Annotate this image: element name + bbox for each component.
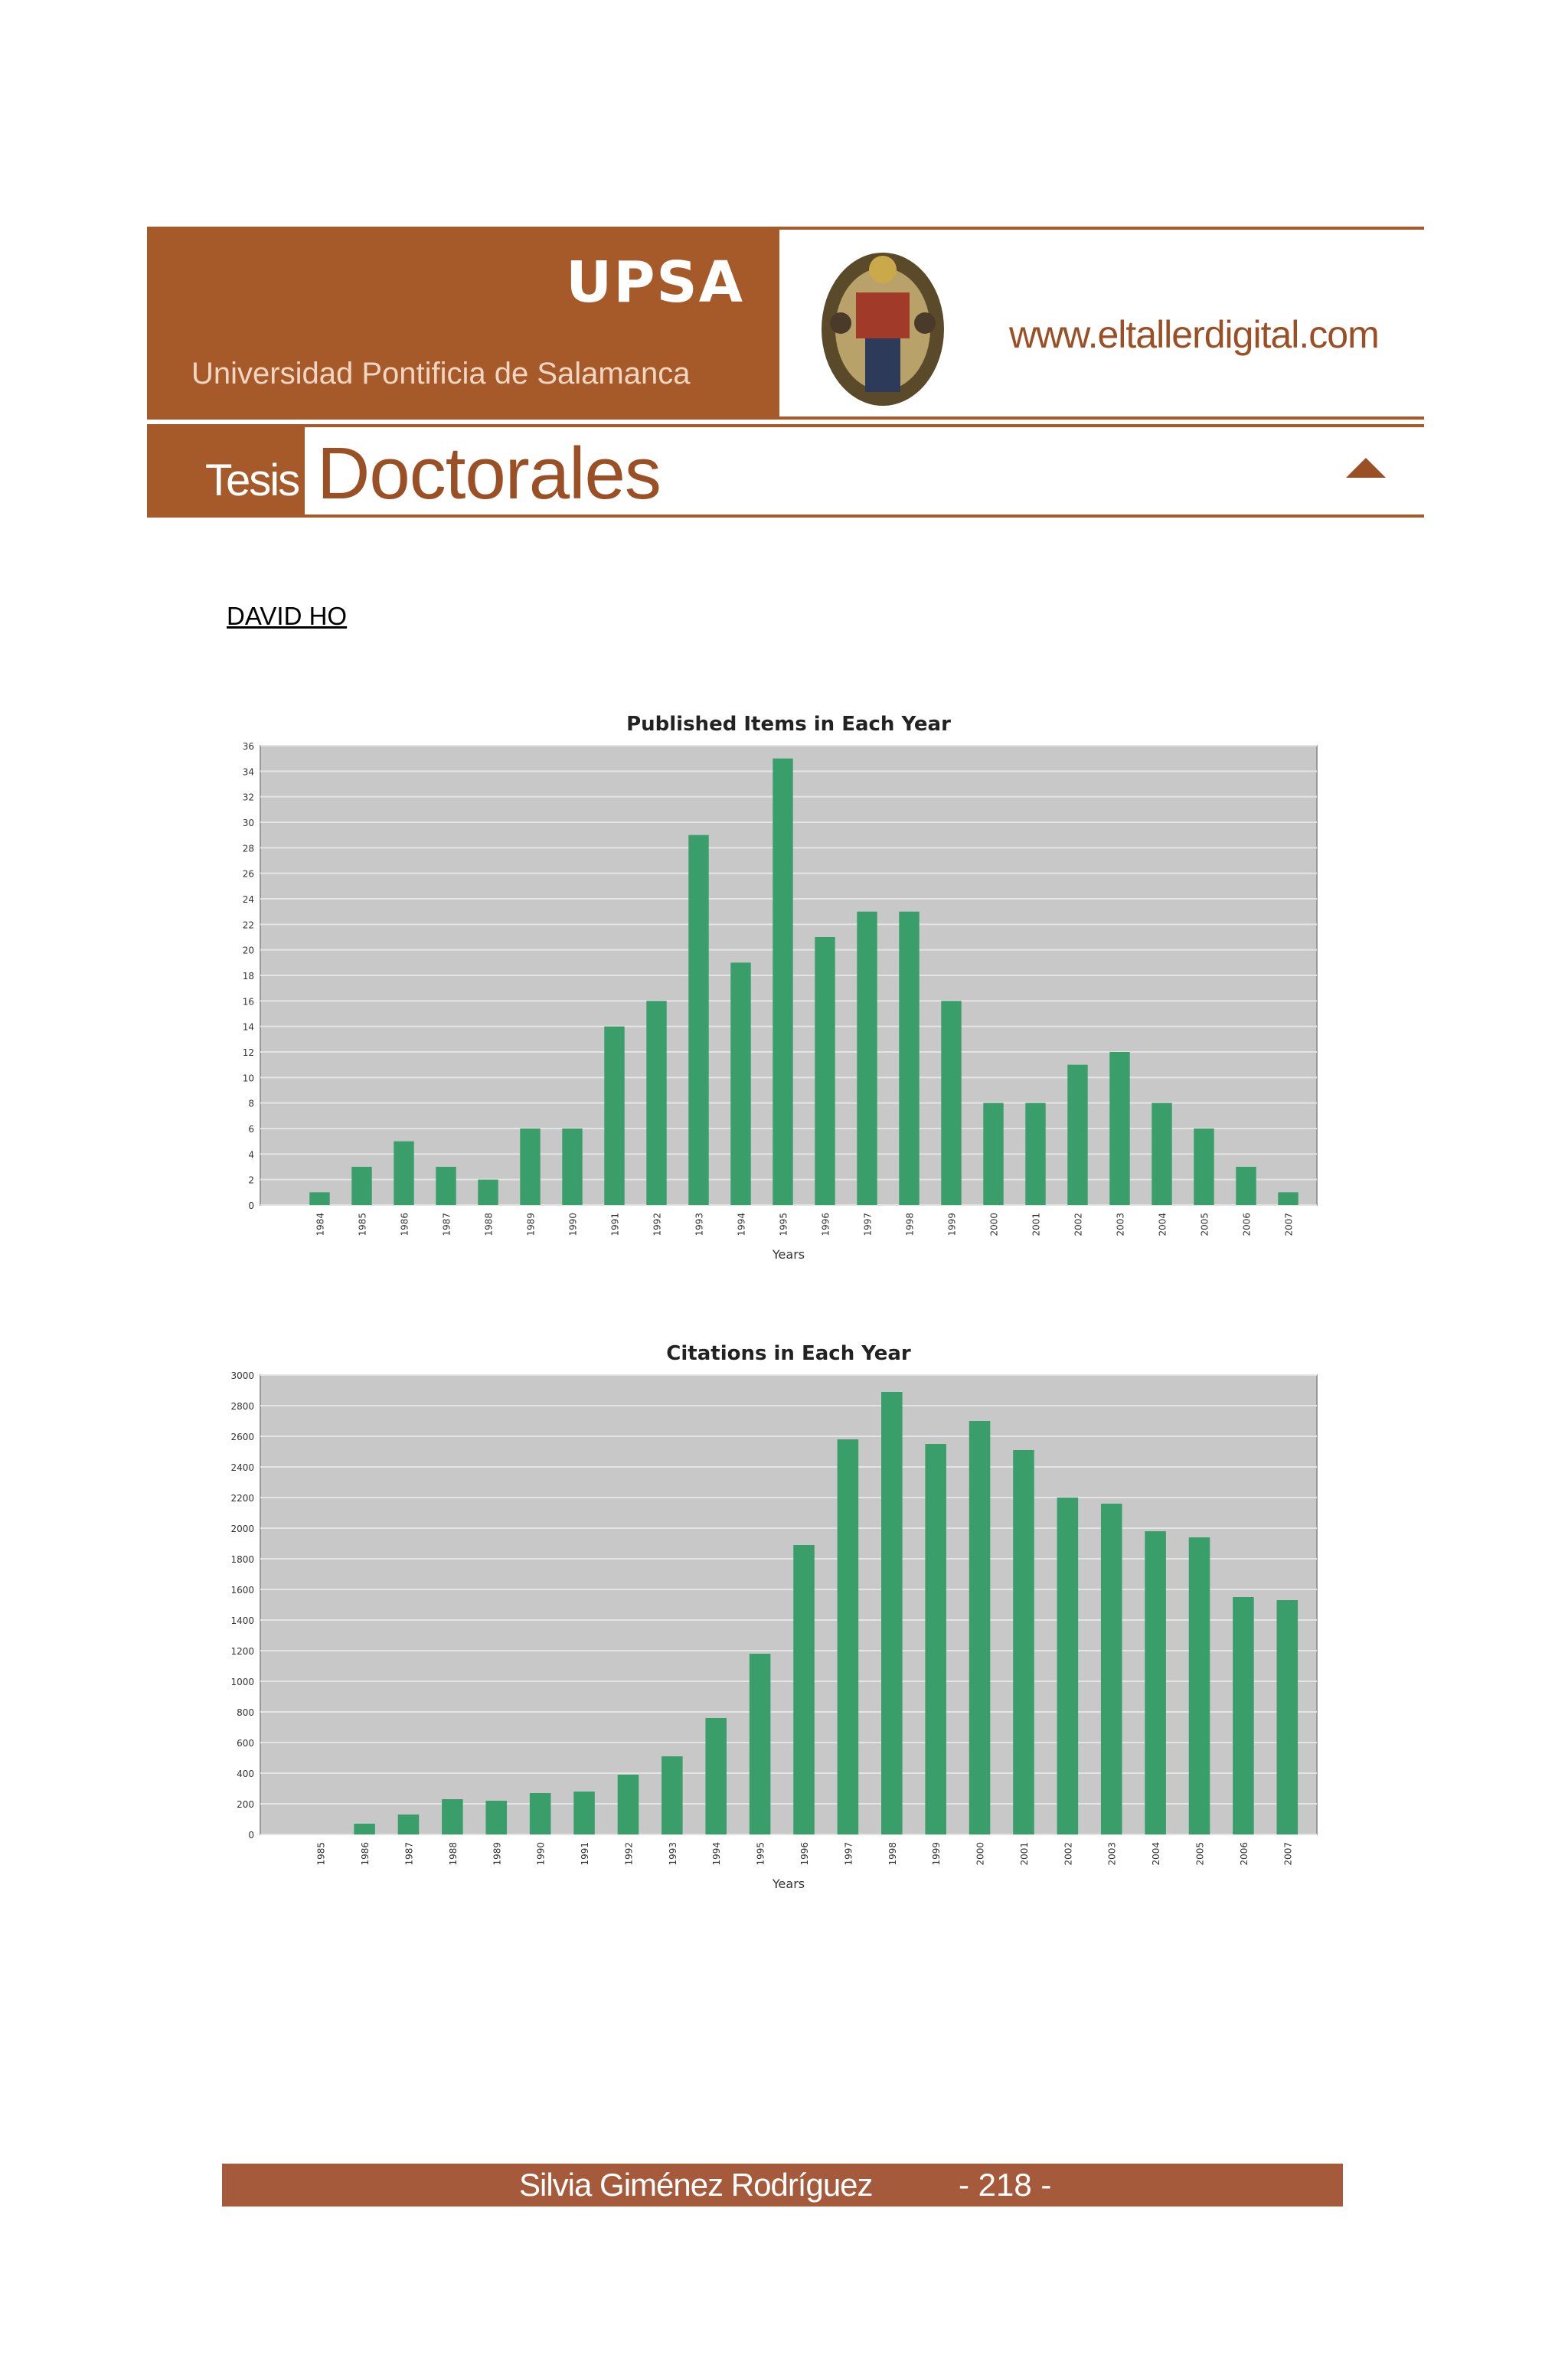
y-tick-label: 3000 [230,1370,254,1381]
x-tick-label: 2001 [1031,1213,1042,1236]
x-tick-label: 1996 [799,1842,810,1866]
x-tick-label: 1991 [580,1842,591,1866]
x-tick-label: 2007 [1282,1842,1294,1866]
y-tick-label: 30 [242,818,254,828]
y-tick-label: 16 [242,996,254,1008]
bar-1997 [838,1439,859,1834]
x-tick-label: 1990 [567,1213,579,1236]
bar-2005 [1194,1129,1214,1205]
bar-1986 [394,1142,413,1205]
x-axis-label: Years [772,1877,805,1891]
bar-1999 [925,1444,946,1834]
x-tick-label: 1995 [778,1213,789,1236]
x-tick-label: 2005 [1194,1842,1206,1866]
x-tick-label: 1997 [843,1842,854,1866]
brand-name: UPSA [566,250,744,315]
y-tick-label: 36 [242,741,254,752]
bar-2003 [1101,1504,1122,1834]
y-tick-label: 12 [242,1047,254,1058]
chart-title: Citations in Each Year [666,1342,911,1365]
tesis-box [147,427,305,514]
y-tick-label: 22 [242,920,254,931]
bar-1986 [354,1824,375,1834]
bar-1998 [899,912,919,1205]
y-tick-label: 2 [248,1174,254,1186]
bar-2000 [983,1103,1003,1205]
x-tick-label: 2006 [1241,1213,1253,1236]
bar-1991 [604,1027,624,1205]
y-tick-label: 600 [237,1738,254,1749]
university-crest-icon [810,239,956,415]
bar-2004 [1145,1531,1166,1834]
page-number: - 218 - [959,2167,1052,2203]
y-tick-label: 1000 [230,1677,254,1687]
bar-2002 [1057,1498,1079,1834]
arrow-up-icon[interactable] [1346,458,1386,478]
x-tick-label: 1999 [946,1213,958,1236]
y-tick-label: 2200 [230,1493,254,1504]
x-tick-label: 2000 [988,1213,1000,1236]
x-tick-label: 1998 [904,1213,916,1236]
y-tick-label: 10 [242,1073,254,1084]
author-name: DAVID HO [227,602,348,630]
x-tick-label: 1990 [535,1842,547,1866]
published-items-chart [222,704,1340,1271]
bar-1992 [618,1775,639,1834]
bar-1985 [351,1167,371,1205]
y-tick-label: 1200 [230,1646,254,1657]
y-tick-label: 26 [242,868,254,880]
bar-1995 [750,1654,771,1834]
bar-1993 [688,835,708,1205]
bar-1994 [705,1718,727,1834]
y-tick-label: 800 [237,1707,254,1718]
x-tick-label: 1995 [755,1842,766,1866]
bar-1996 [815,937,835,1205]
bar-1988 [442,1799,463,1834]
brand-panel [147,227,779,420]
footer-author: Silvia Giménez Rodríguez [519,2167,873,2203]
y-tick-label: 1400 [230,1615,254,1626]
title-bar [147,424,1424,518]
bar-2003 [1109,1052,1129,1205]
website-panel [779,227,1424,420]
x-tick-label: 1988 [483,1213,495,1236]
bar-2006 [1233,1597,1254,1834]
x-axis-label: Years [772,1247,805,1262]
citations-chart [222,1334,1340,1900]
bar-1998 [881,1392,903,1834]
x-tick-label: 2004 [1157,1213,1168,1236]
x-tick-label: 2003 [1115,1213,1126,1236]
footer-bar [222,2164,1343,2207]
bar-1996 [793,1545,815,1834]
y-tick-label: 1600 [230,1585,254,1596]
x-tick-label: 2002 [1073,1213,1084,1236]
bar-1988 [478,1180,498,1205]
doctorales-title: Doctorales [317,433,661,514]
x-tick-label: 1996 [820,1213,831,1236]
x-tick-label: 1992 [652,1213,663,1236]
x-tick-label: 1998 [887,1842,898,1866]
bar-2005 [1189,1537,1210,1834]
x-tick-label: 1986 [360,1842,371,1866]
bar-1987 [398,1815,420,1834]
x-tick-label: 2000 [975,1842,986,1866]
y-tick-label: 6 [248,1124,254,1135]
x-tick-label: 1989 [492,1842,503,1866]
bar-1995 [773,759,792,1205]
x-tick-label: 1987 [441,1213,452,1236]
bar-1991 [573,1792,595,1834]
bar-1990 [562,1129,582,1205]
bar-2001 [1013,1450,1034,1834]
y-tick-label: 2000 [230,1524,254,1534]
chart-title: Published Items in Each Year [626,713,951,736]
bar-1999 [941,1001,961,1205]
x-tick-label: 2004 [1151,1842,1162,1866]
bar-2002 [1067,1065,1087,1205]
bar-1987 [436,1167,456,1205]
bar-2007 [1278,1192,1298,1205]
x-tick-label: 2007 [1283,1213,1295,1236]
y-tick-label: 400 [237,1769,254,1779]
bar-1997 [857,912,877,1205]
x-tick-label: 1984 [315,1213,326,1236]
y-tick-label: 32 [242,792,254,803]
x-tick-label: 2001 [1018,1842,1030,1866]
bar-1989 [520,1129,540,1205]
y-tick-label: 14 [242,1021,254,1033]
y-tick-label: 24 [242,894,254,905]
y-tick-label: 0 [248,1200,254,1211]
y-tick-label: 28 [242,843,254,854]
x-tick-label: 1994 [711,1842,723,1866]
header-banner [147,227,1424,518]
x-tick-label: 1991 [609,1213,621,1236]
x-tick-label: 2005 [1199,1213,1210,1236]
x-tick-label: 1993 [667,1842,678,1866]
y-tick-label: 2800 [230,1401,254,1412]
bar-1989 [485,1801,507,1834]
bar-2004 [1152,1103,1171,1205]
y-tick-label: 18 [242,971,254,982]
tesis-label: Tesis [205,456,299,505]
x-tick-label: 2003 [1106,1842,1118,1866]
y-tick-label: 0 [248,1830,254,1841]
website-link[interactable]: www.eltallerdigital.com [1009,313,1379,356]
y-tick-label: 2600 [230,1432,254,1442]
x-tick-label: 1987 [403,1842,415,1866]
x-tick-label: 1992 [623,1842,635,1866]
y-tick-label: 4 [248,1149,254,1161]
x-tick-label: 2002 [1063,1842,1074,1866]
y-tick-label: 34 [242,766,254,778]
y-tick-label: 20 [242,945,254,956]
y-tick-label: 2400 [230,1462,254,1473]
bar-1992 [646,1001,666,1205]
bar-1994 [730,962,750,1205]
x-tick-label: 1986 [399,1213,410,1236]
bar-1990 [530,1793,551,1834]
bar-2006 [1236,1167,1256,1205]
bar-2001 [1025,1103,1045,1205]
x-tick-label: 1993 [694,1213,705,1236]
x-tick-label: 1985 [357,1213,368,1236]
bar-2007 [1277,1600,1298,1834]
x-tick-label: 1985 [315,1842,327,1866]
y-tick-label: 8 [248,1098,254,1109]
bar-1984 [309,1192,329,1205]
x-tick-label: 2006 [1238,1842,1250,1866]
bar-1993 [662,1756,683,1834]
x-tick-label: 1988 [447,1842,459,1866]
y-tick-label: 200 [237,1799,254,1810]
x-tick-label: 1999 [931,1842,942,1866]
x-tick-label: 1989 [525,1213,537,1236]
university-name: Universidad Pontificia de Salamanca [191,357,691,390]
bar-2000 [969,1421,991,1834]
x-tick-label: 1997 [862,1213,874,1236]
y-tick-label: 1800 [230,1554,254,1565]
x-tick-label: 1994 [736,1213,747,1236]
